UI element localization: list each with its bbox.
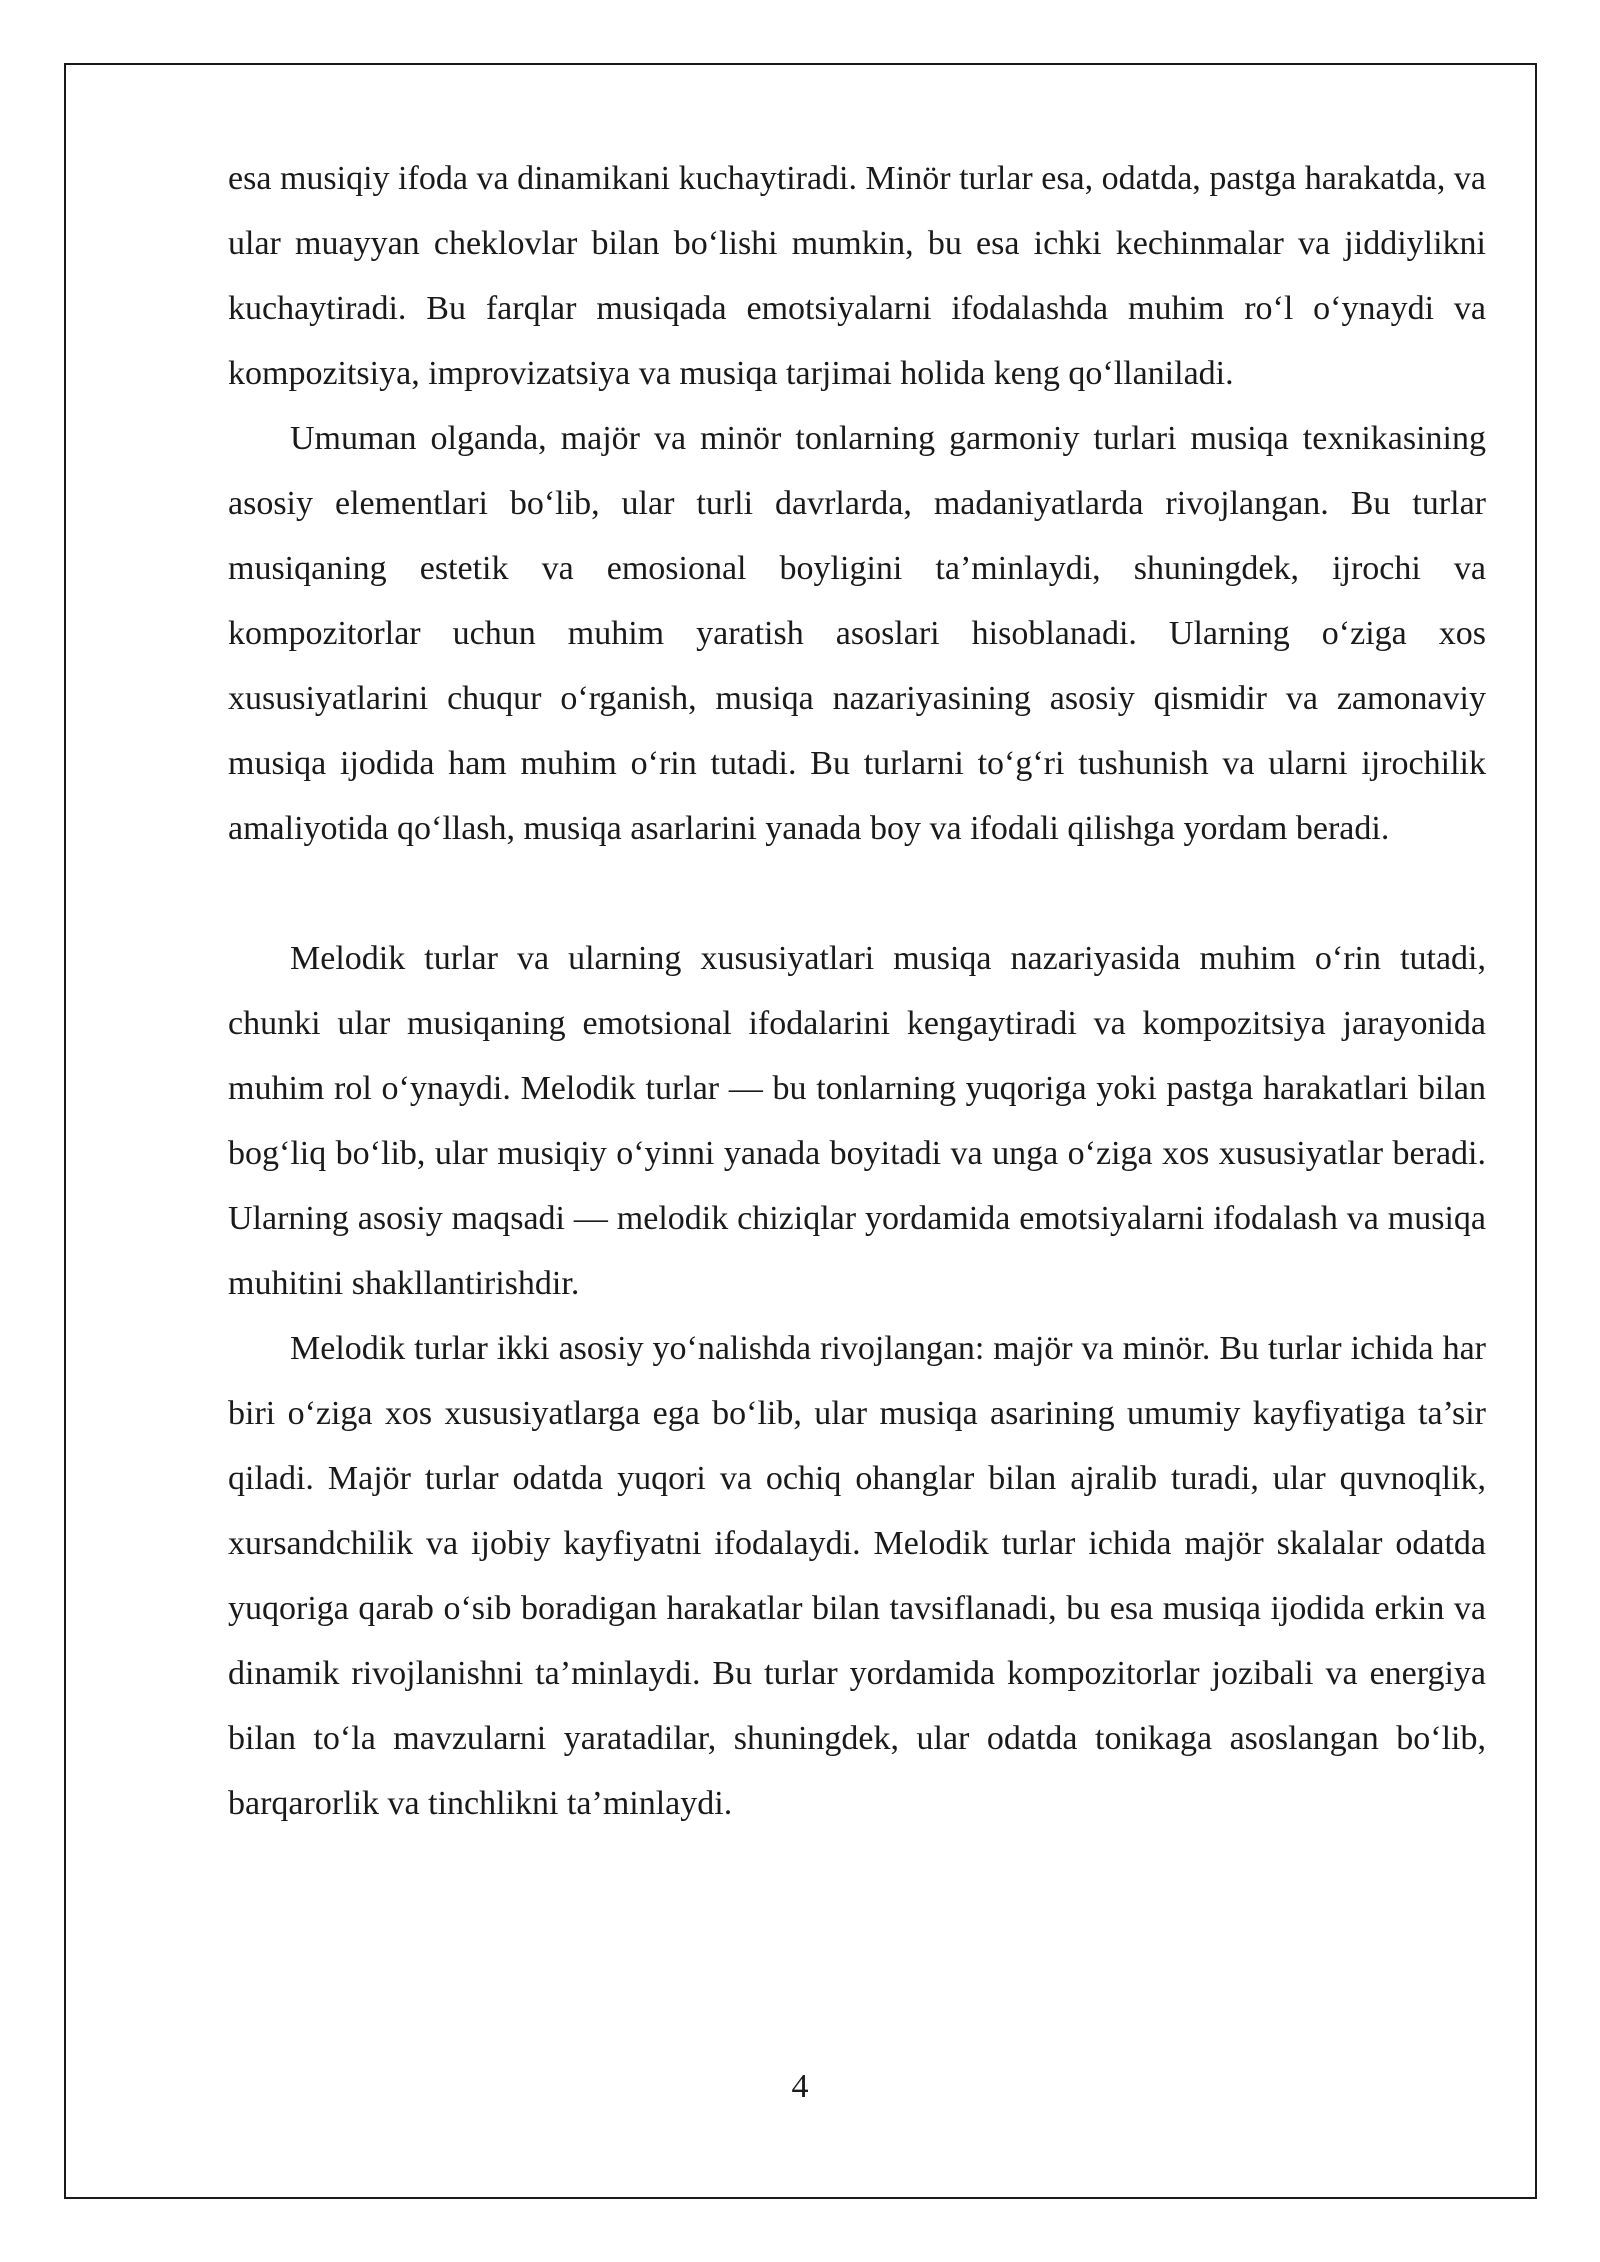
page-number: 4 <box>791 2068 809 2105</box>
document-body <box>228 146 1486 1836</box>
paragraph-melodic-directions: Melodik turlar ikki asosiy yo‘nalishda rivojlangan: majör va minör. Bu turlar ichida har biri o‘ziga xos xususiyatlarga ega bo‘lib, ular musiqa asarining umumiy kayfiyatiga ta’sir qiladi. Majör turlar odatda yuqori va ochiq ohanglar bilan ajralib turadi, ular quvnoqlik, xursandchilik va ijobiy kayfiyatni ifodalaydi. Melodik turlar ichida majör skalalar odatda yuqoriga qarab o‘sib boradigan harakatlar bilan tavsiflanadi, bu esa musiqa ijodida erkin va dinamik rivojlanishni ta’minlaydi. Bu turlar yordamida kompozitorlar jozibali va energiya bilan to‘la mavzularni yaratadilar, shuningdek, ular odatda tonikaga asoslangan bo‘lib, barqarorlik va tinchlikni ta’minlaydi. <box>228 1330 1486 1822</box>
paragraph-continuation: esa musiqiy ifoda va dinamikani kuchaytiradi. Minör turlar esa, odatda, pastga harakatda, va ular muayyan cheklovlar bilan bo‘lishi mumkin, bu esa ichki kechinmalar va jiddiylikni kuchaytiradi. Bu farqlar musiqada emotsiyalarni ifodalashda muhim ro‘l o‘ynaydi va kompozitsiya, improvizatsiya va musiqa tarjimai holida keng qo‘llaniladi. <box>228 160 1486 392</box>
paragraph-spacer <box>228 861 1486 926</box>
paragraph-melodic-intro: Melodik turlar va ularning xususiyatlari musiqa nazariyasida muhim o‘rin tutadi, chunki ular musiqaning emotsional ifodalarini kengaytiradi va kompozitsiya jarayonida muhim rol o‘ynaydi. Melodik turlar — bu tonlarning yuqoriga yoki pastga harakatlari bilan bog‘liq bo‘lib, ular musiqiy o‘yinni yanada boyitadi va unga o‘ziga xos xususiyatlar beradi. Ularning asosiy maqsadi — melodik chiziqlar yordamida emotsiyalarni ifodalash va musiqa muhitini shakllantirishdir. <box>228 940 1486 1302</box>
paragraph-summary: Umuman olganda, majör va minör tonlarning garmoniy turlari musiqa texnikasining asosiy elementlari bo‘lib, ular turli davrlarda, madaniyatlarda rivojlangan. Bu turlar musiqaning estetik va emosional boyligini ta’minlaydi, shuningdek, ijrochi va kompozitorlar uchun muhim yaratish asoslari hisoblanadi. Ularning o‘ziga xos xususiyatlarini chuqur o‘rganish, musiqa nazariyasining asosiy qismidir va zamonaviy musiqa ijodida ham muhim o‘rin tutadi. Bu turlarni to‘g‘ri tushunish va ularni ijrochilik amaliyotida qo‘llash, musiqa asarlarini yanada boy va ifodali qilishga yordam beradi. <box>228 420 1486 847</box>
